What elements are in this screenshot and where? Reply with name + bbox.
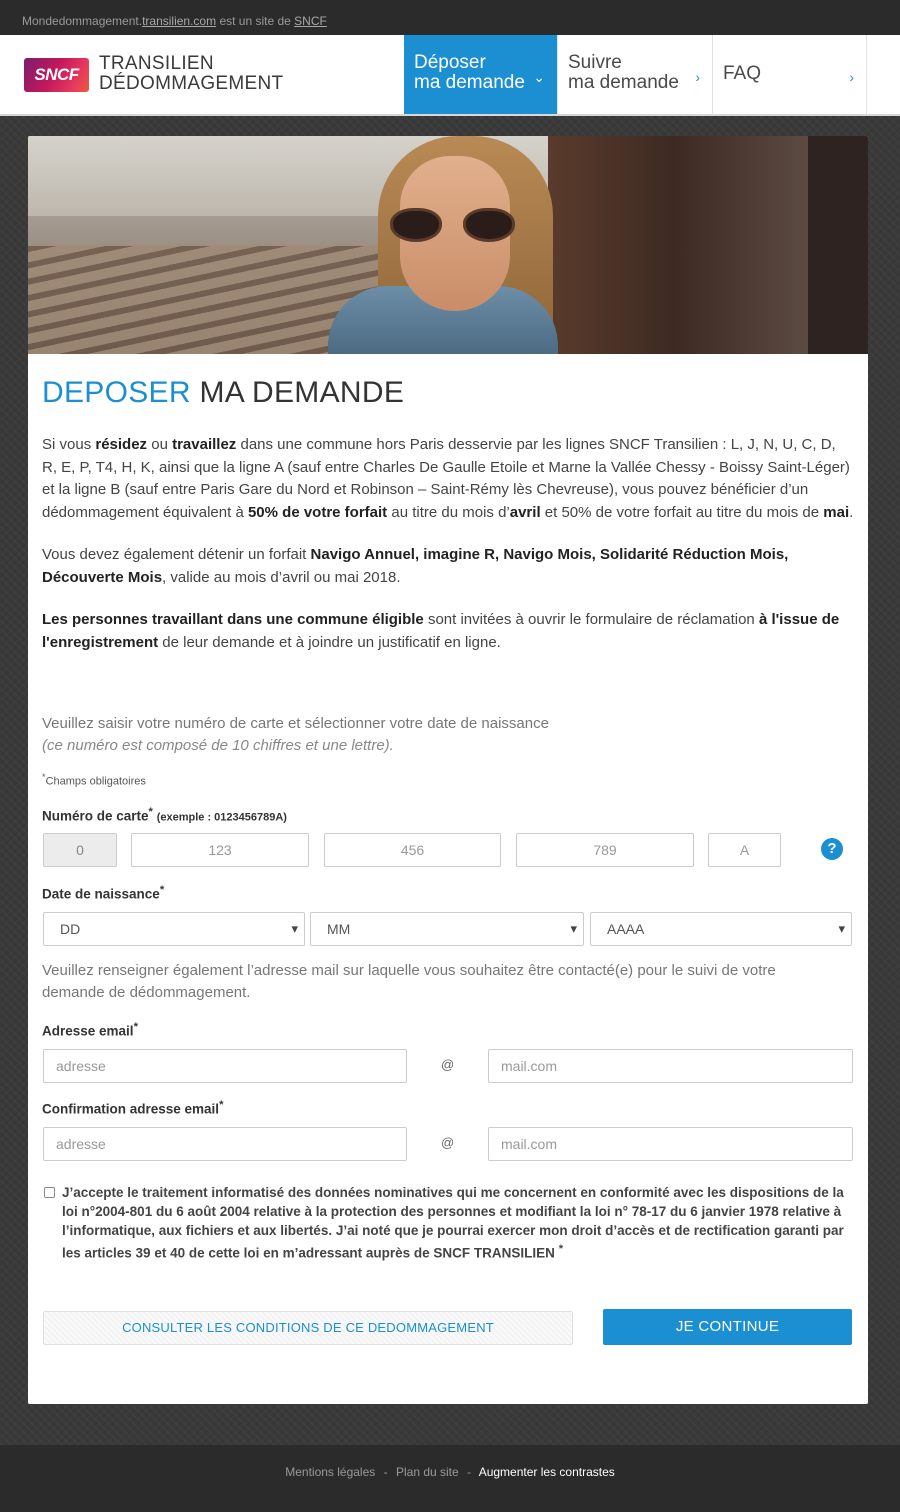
chevron-right-icon: › <box>695 69 700 85</box>
conditions-button[interactable]: CONSULTER LES CONDITIONS DE CE DEDOMMAGEMENT <box>43 1311 573 1345</box>
nav-deposer-line1: Déposer <box>414 52 486 73</box>
brand-line-1: TRANSILIEN <box>99 53 214 74</box>
nav-suivre-line1: Suivre <box>568 52 622 73</box>
sncf-logo[interactable]: SNCF <box>24 58 89 92</box>
content <box>42 376 854 654</box>
intro-paragraph: Si vous résidez ou travaillez dans une commune hors Paris desservie par les lignes SNCF Transilien : L, J, N, U, C, D, R, E, P, T4, H, K, ainsi que la ligne A (sauf entre Charles De Gaulle Etoile et Marne la Vallée Chessy - Boissy Saint-Léger) et la ligne B (sauf entre Paris Gare du Nord et Robinson – Saint-Rémy lès Chevreuse), vous pouvez bénéficier d’un dédommagement équivalent à 50% de votre forfait au titre du mois d’avril et 50% de votre forfait au titre du mois de mai. <box>42 436 854 521</box>
nav-suivre[interactable] <box>557 35 712 114</box>
card-field-letter[interactable]: A <box>708 833 781 867</box>
footer-separator: - <box>383 1465 388 1479</box>
email-user-input[interactable]: adresse <box>43 1049 407 1083</box>
footer <box>0 1445 900 1512</box>
nav-faq[interactable] <box>712 35 867 114</box>
help-icon[interactable]: ? <box>821 838 843 860</box>
dob-month-select[interactable]: MM ▾ <box>310 912 584 946</box>
chevron-right-icon: › <box>849 69 854 85</box>
contrast-link[interactable]: Augmenter les contrastes <box>478 1465 615 1479</box>
email-hint: Veuillez renseigner également l’adresse mail sur laquelle vous souhaitez être contacté(e) pour le suivi de votre demande de dédommagement. <box>42 962 776 1001</box>
email-confirm-user-input[interactable]: adresse <box>43 1127 407 1161</box>
brand-title[interactable] <box>99 54 283 94</box>
nav-suivre-line2: ma demande <box>568 72 679 93</box>
brand-line-2: DÉDOMMAGEMENT <box>99 73 284 94</box>
at-sign: @ <box>441 1057 455 1072</box>
footer-separator: - <box>467 1465 472 1479</box>
card-field-3[interactable]: 456 <box>324 833 501 867</box>
email-confirm-label: Confirmation adresse email* <box>42 1099 224 1117</box>
nav-deposer-line2: ma demande <box>414 72 525 93</box>
nav-deposer[interactable] <box>404 35 557 114</box>
continue-button[interactable]: JE CONTINUE <box>603 1309 852 1345</box>
email-domain-input[interactable]: mail.com <box>488 1049 853 1083</box>
card-field-1[interactable]: 0 <box>43 833 117 867</box>
at-sign: @ <box>441 1135 455 1150</box>
required-note: *Champs obligatoires <box>42 772 146 788</box>
dob-label: Date de naissance* <box>42 884 165 902</box>
card-field-4[interactable]: 789 <box>516 833 694 867</box>
mentions-link[interactable]: Mentions légales <box>285 1465 376 1479</box>
email-confirm-domain-input[interactable]: mail.com <box>488 1127 853 1161</box>
email-label: Adresse email* <box>42 1021 138 1039</box>
chevron-down-icon: ⌄ <box>533 69 545 85</box>
sncf-link[interactable]: SNCF <box>294 14 327 28</box>
plan-link[interactable]: Plan du site <box>395 1465 459 1479</box>
transilien-link[interactable]: transilien.com <box>142 14 217 28</box>
page-title: DEPOSER MA DEMANDE <box>42 376 405 409</box>
main-card <box>28 136 868 1404</box>
dob-day-select[interactable]: DD ▾ <box>43 912 305 946</box>
card-hint: Veuillez saisir votre numéro de carte et sélectionner votre date de naissance (ce numéro est composé de 10 chiffres et une lettre). <box>42 715 549 754</box>
pass-paragraph: Vous devez également détenir un forfait Navigo Annuel, imagine R, Navigo Mois, Solidarité Réduction Mois, Découverte Mois, valide au mois d’avril ou mai 2018. <box>42 546 789 586</box>
topbar-prefix: Mondedommagement. <box>22 14 143 28</box>
top-bar <box>0 0 900 35</box>
hero-image <box>28 136 868 354</box>
consent-text: J’accepte le traitement informatisé des données nominatives qui me concernent en conformité avec les dispositions de la loi n°2004-801 du 6 août 2004 relative à la protection des personnes et modifiant la loi n° 78-17 du 6 janvier 1978 relative à l’informatique, aux fichiers et aux libertés. J’ai noté que je pourrai exercer mon droit d’accès et de rectification garanti par les articles 39 et 40 de cette loi en m’adressant auprès de SNCF TRANSILIEN * <box>62 1185 844 1261</box>
card-field-2[interactable]: 123 <box>131 833 309 867</box>
card-number-label: Numéro de carte* (exemple : 0123456789A) <box>42 806 287 824</box>
consent-checkbox[interactable] <box>44 1187 55 1198</box>
dob-year-select[interactable]: AAAA ▾ <box>590 912 852 946</box>
topbar-middle: est un site de <box>216 14 295 28</box>
nav-faq-label: FAQ <box>723 63 762 84</box>
site-header <box>0 35 900 116</box>
workers-paragraph: Les personnes travaillant dans une commune éligible sont invitées à ouvrir le formulaire de réclamation à l'issue de l'enregistrement de leur demande et à joindre un justificatif en ligne. <box>42 611 840 651</box>
